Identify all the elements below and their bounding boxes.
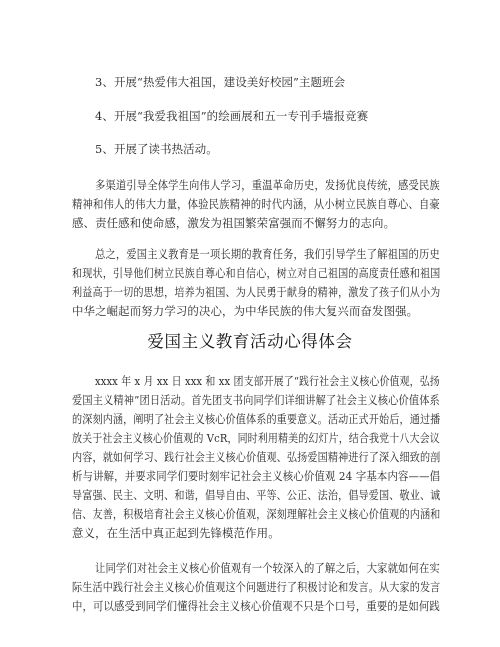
list-item: 4、开展“我爱我祖国”的绘画展和五一专刊手墙报竞赛 — [95, 109, 369, 123]
paragraph-line: 的深刻内涵，阐明了社会主义核心价值体系的重要意义。活动正式开始后，通过播 — [72, 412, 441, 426]
paragraph-line: 内容，就如何学习、践行社会主义核心价值观、弘扬爱国精神进行了深入细致的剖 — [72, 450, 441, 464]
paragraph-line: 中华之崛起而努力学习的决心，为中华民族的伟大复兴而奋发图强。 — [72, 304, 419, 318]
paragraph-line: 爱国主义精神”团日活动。首先团支书向同学们详细讲解了社会主义核心价值体系 — [72, 393, 440, 407]
paragraph-line: 感、责任感和使命感，激发为祖国繁荣富强而不懈努力的志向。 — [72, 216, 396, 230]
list-item: 5、开展了读书热活动。 — [95, 142, 218, 156]
paragraph-line: 析与讲解，并要求同学们要时刻牢记社会主义核心价值观 24 字基本内容——倡 — [72, 469, 441, 483]
paragraph-line: 总之，爱国主义教育是一项长期的教育任务，我们引导学生了解祖国的历史 — [95, 247, 440, 261]
paragraph-line: 中，可以感受到同学们懂得社会主义核心价值观不只是个口号，重要的是如何践 — [72, 599, 440, 613]
list-item: 3、开展“热爱伟大祖国，建设美好校园”主题班会 — [95, 75, 346, 89]
paragraph-line: 导富强、民主、文明、和谐，倡导自由、平等、公正、法治，倡导爱国、敬业、诚 — [72, 488, 441, 502]
paragraph-line: 让同学们对社会主义核心价值观有一个较深入的了解之后，大家就如何在实 — [95, 561, 440, 575]
paragraph-line: 精神和伟人的伟大力量，体验民族精神的时代内涵，从小树立民族自尊心、自豪 — [72, 197, 440, 211]
paragraph-line: 利益高于一切的思想，培养为祖国、为人民勇于献身的精神，激发了孩子们从小为 — [72, 285, 441, 299]
paragraph-line: 放关于社会主义核心价值观的 VcR，同时利用精美的幻灯片，结合我党十八大会议 — [72, 431, 440, 445]
paragraph-line: 多渠道引导全体学生向伟人学习，重温革命历史，发扬优良传统，感受民族 — [95, 178, 440, 192]
paragraph-line: xxxx 年 x 月 xx 日 xxx 和 xx 团支部开展了“践行社会主义核心价值观，弘扬 — [95, 374, 440, 388]
paragraph-line: 意义，在生活中真正起到先锋模范作用。 — [72, 526, 280, 540]
paragraph-line: 信、友善，积极培育社会主义核心价值观，深刻理解社会主义核心价值观的内涵和 — [72, 507, 441, 521]
paragraph-line: 际生活中践行社会主义核心价值观这个问题进行了积极讨论和发言。从大家的发言 — [72, 580, 441, 594]
paragraph-line: 和现状，引导他们树立民族自尊心和自信心，树立对自己祖国的高度责任感和祖国 — [72, 266, 441, 280]
section-title: 爱国主义教育活动心得体会 — [147, 332, 353, 351]
